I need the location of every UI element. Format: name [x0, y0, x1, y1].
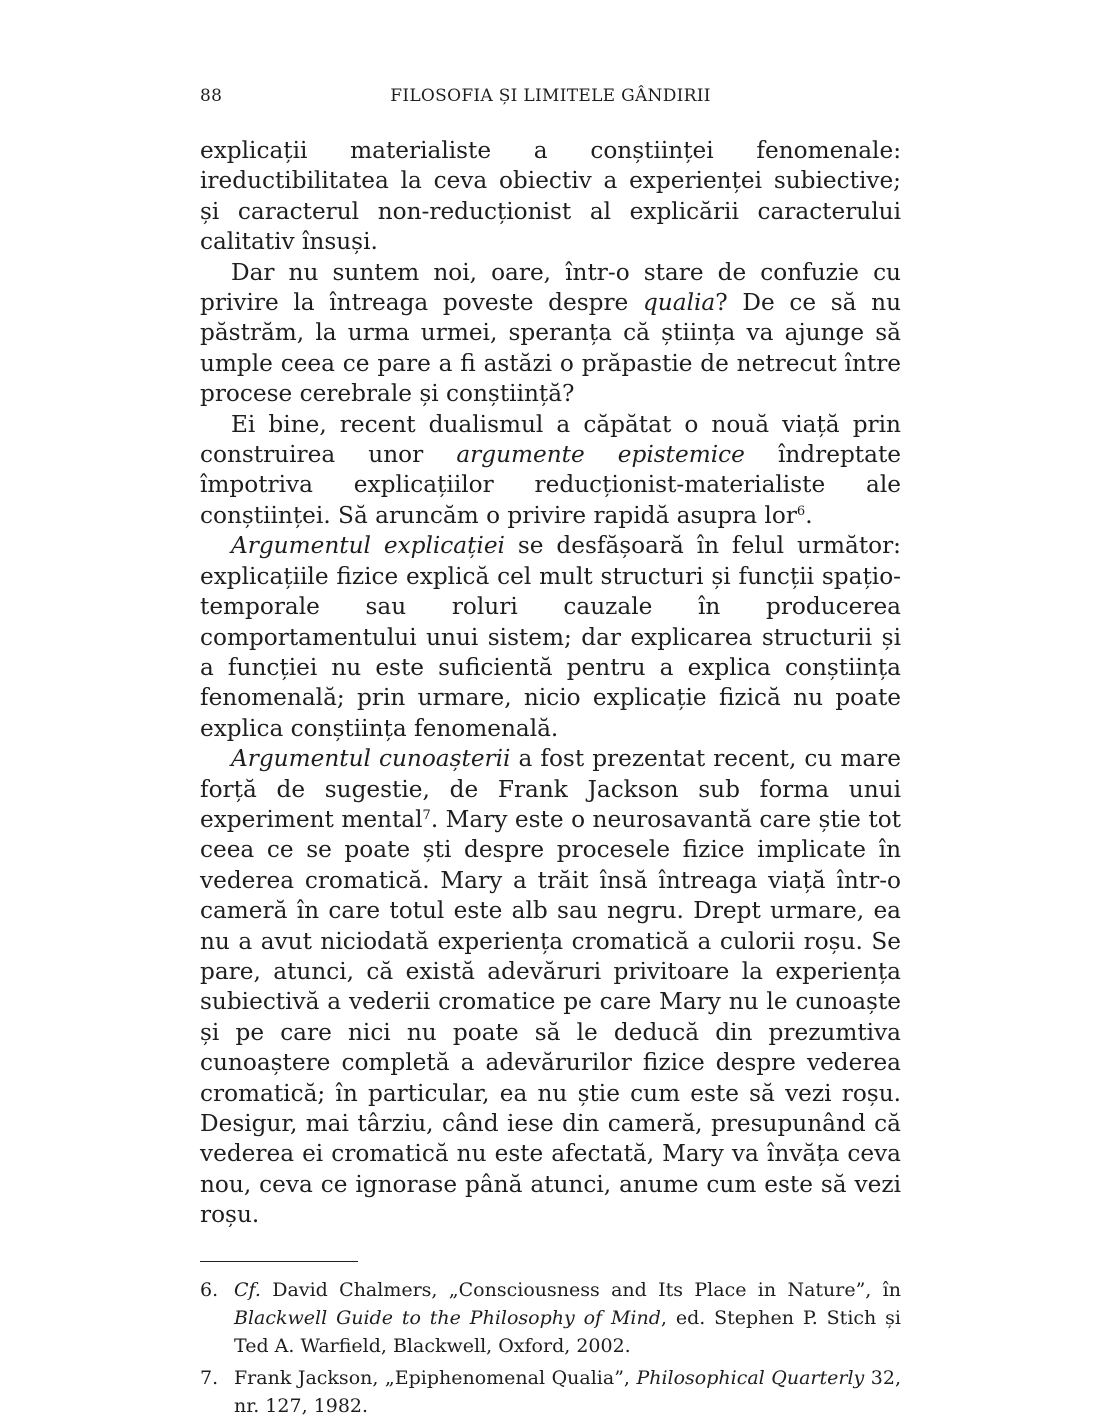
body-text [200, 136, 901, 1231]
running-title: FILOSOFIA ȘI LIMITELE GÂNDIRII [390, 86, 711, 106]
paragraph-4 [200, 531, 901, 744]
book-page [200, 86, 901, 1424]
footnote-number: 7. [200, 1366, 219, 1389]
footnotes [200, 1276, 901, 1420]
footnote-6 [200, 1276, 901, 1360]
footnote-cf: Cf. [234, 1278, 261, 1301]
paragraph-1: explicații materialiste a conștiinței fenomenale: ireductibilitatea la ceva obiectiv a experienței subiective; și caracterul non-reducționist al explicării caracterului calitativ însuși. [200, 137, 901, 256]
footnote-7-italic: Philosophical Quarterly [636, 1366, 865, 1389]
paragraph-2-text-a: Dar nu suntem noi, oare, într-o stare de confuzie cu privire la întreaga poveste despre [200, 258, 901, 317]
footnote-6-italic: Blackwell Guide to the Philosophy of Mind [234, 1306, 661, 1329]
paragraph-4-text: se desfășoară în felul următor: explicațiile fizice explică cel mult structuri și funcții spațio-temporale sau roluri cauzale în producerea comportamentului unui sistem; dar explicarea structurii și a funcției nu este suficientă pentru a explica conștiința fenomenală; prin urmare, nicio explicație fizică nu poate explica conștiința fenomenală. [200, 532, 901, 742]
paragraph-3-text-b: îndreptate împotriva explicațiilor reducționist-materialiste ale conștiinței. Să aruncăm o privire rapidă asupra lor [200, 441, 901, 529]
paragraph-2 [200, 258, 901, 410]
footnote-number: 6. [200, 1278, 219, 1301]
paragraph-3-text-c: . [805, 501, 813, 529]
page-number: 88 [200, 86, 223, 106]
paragraph-5-text-b: . Mary este o neurosavantă care știe tot ceea ce se poate ști despre procesele fizice implicate în vederea cromatică. Mary a trăit însă întreaga viață într-o cameră în care totul este alb sau negru. Drept urmare, ea nu a avut niciodată experiența cromatică a culorii roșu. Se pare, atunci, că există adevăruri privitoare la experiența subiectivă a vederii cromatice pe care Mary nu le cunoaște și pe care nici nu poate să le deducă din prezumtiva cunoaștere completă a adevărurilor fizice despre vederea cromatică; în particular, ea nu știe cum este să vezi roșu. Desigur, mai târziu, când iese din cameră, presupunând că vederea ei cromatică nu este afectată, Mary va învăța ceva nou, ceva ce ignorase până atunci, anume cum este să vezi roșu. [200, 805, 901, 1229]
footnote-7-text-b: 32, nr. 127, 1982. [234, 1366, 901, 1417]
footnote-7 [200, 1364, 901, 1420]
footnote-divider [200, 1261, 358, 1262]
paragraph-3-italic: argumente epistemice [456, 441, 745, 469]
footnote-text [234, 1364, 901, 1420]
page-header [200, 86, 901, 116]
paragraph-5-italic: Argumentul cunoașterii [231, 745, 511, 773]
footnote-6-text-b: , ed. Stephen P. Stich și Ted A. Warfield, Blackwell, Oxford, 2002. [234, 1306, 901, 1357]
footnote-7-text-a: Frank Jackson, „Epiphenomenal Qualia”, [234, 1366, 637, 1389]
paragraph-2-italic: qualia [642, 289, 716, 317]
paragraph-3 [200, 410, 901, 532]
footnote-ref-6[interactable]: 6 [796, 503, 806, 519]
paragraph-5-text-a: a fost prezentat recent, cu mare forță de sugestie, de Frank Jackson sub forma unui experiment mental [200, 745, 901, 833]
footnote-text [234, 1276, 901, 1360]
paragraph-4-italic: Argumentul explicației [231, 532, 505, 560]
footnote-ref-7[interactable]: 7 [422, 807, 431, 823]
paragraph-3-text-a: Ei bine, recent dualismul a căpătat o nouă viață prin construirea unor [200, 410, 901, 469]
paragraph-2-text-b: ? De ce să nu păstrăm, la urma urmei, speranța că știința va ajunge să umple ceea ce pare a fi astăzi o prăpastie de netrecut între procese cerebrale și conștiință? [200, 289, 902, 408]
paragraph-5 [200, 744, 901, 1231]
footnote-6-text-a: David Chalmers, „Consciousness and Its Place in Nature”, în [260, 1278, 901, 1301]
